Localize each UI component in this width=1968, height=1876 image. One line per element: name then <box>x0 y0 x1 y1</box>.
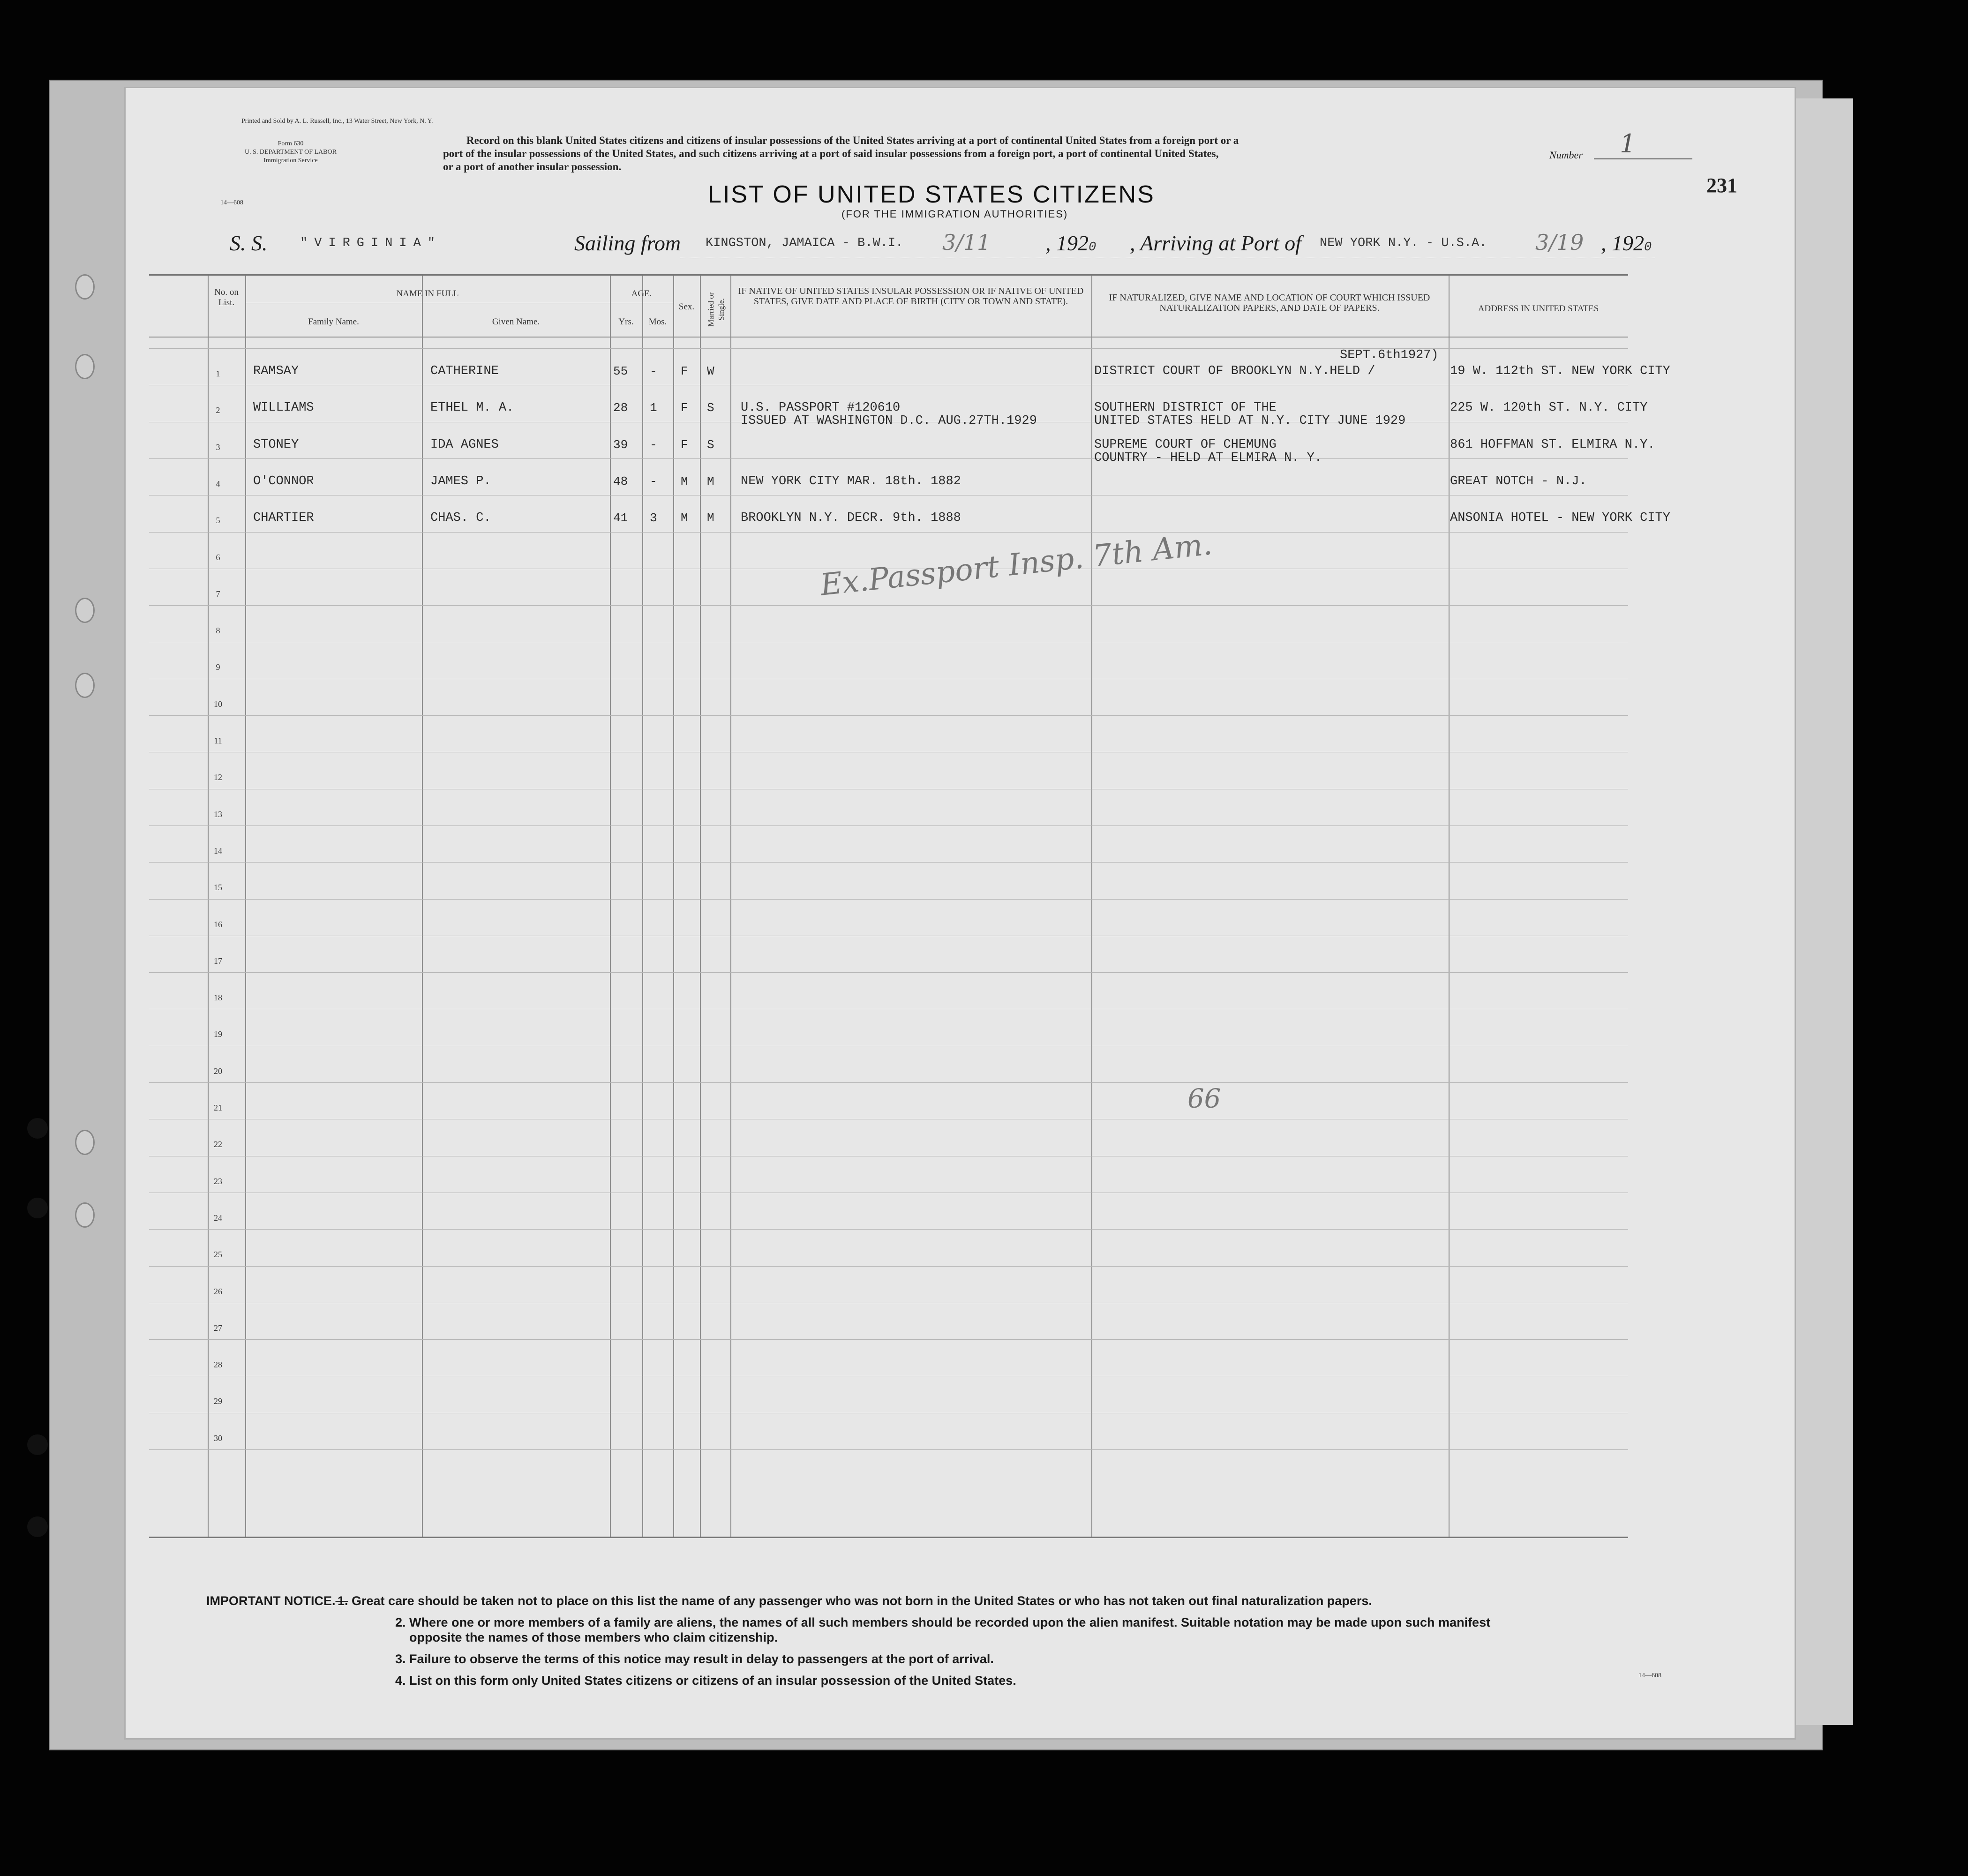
age-months: - <box>650 437 657 452</box>
row-number: 29 <box>214 1396 222 1406</box>
header-naturalized: IF NATURALIZED, GIVE NAME AND LOCATION OF COURT WHICH ISSUED NATURALIZATION PAPERS, AND DATE OF PAPERS. <box>1109 293 1430 313</box>
bottom-form-code: 14—608 <box>1638 1672 1661 1679</box>
row-number: 1 <box>216 369 220 378</box>
family-name: CHARTIER <box>253 511 314 525</box>
sex: F <box>681 401 688 415</box>
notice-item-2: 2. Where one or more members of a family are aliens, the names of all such members should be recorded upon the alien manifest. Suitable notation may be made upon such manifest <box>395 1615 1491 1629</box>
address: ANSONIA HOTEL - NEW YORK CITY <box>1450 511 1670 525</box>
row-number: 28 <box>214 1360 222 1370</box>
birth-info: U.S. PASSPORT #120610 <box>741 401 901 415</box>
given-name: ETHEL M. A. <box>430 401 514 415</box>
number-value: 1 <box>1620 129 1636 158</box>
row-number: 6 <box>216 552 220 562</box>
naturalization-info: DISTRICT COURT OF BROOKLYN N.Y.HELD / <box>1094 364 1375 378</box>
age-years: 41 <box>613 511 628 525</box>
printer-line: Printed and Sold by A. L. Russell, Inc., 13 Water Street, New York, N. Y. <box>241 118 433 125</box>
service-name: Immigration Service <box>263 157 318 164</box>
header-sex: Sex. <box>678 302 695 312</box>
naturalization-date-note: SEPT.6th1927) <box>1340 348 1439 362</box>
row-divider <box>149 605 1628 606</box>
row-divider <box>149 1229 1628 1230</box>
row-divider <box>149 825 1628 826</box>
header-given-name: Given Name. <box>492 317 540 327</box>
punch-hole <box>75 598 95 623</box>
naturalization-info-line-2: UNITED STATES HELD AT N.Y. CITY JUNE 1929 <box>1094 414 1406 428</box>
row-number: 18 <box>214 993 222 1003</box>
form-subtitle: (FOR THE IMMIGRATION AUTHORITIES) <box>841 208 1068 220</box>
punch-hole <box>75 673 95 698</box>
punch-hole <box>75 1130 95 1155</box>
given-name: CHAS. C. <box>430 511 491 525</box>
row-divider <box>149 1449 1628 1450</box>
header-native: IF NATIVE OF UNITED STATES INSULAR POSSESSION OR IF NATIVE OF UNITED STATES, GIVE DATE AND PLACE OF BIRTH (CITY OR TOWN AND STATE). <box>738 286 1084 307</box>
form-number: Form 630 <box>278 140 304 147</box>
family-name: WILLIAMS <box>253 401 314 415</box>
age-years: 48 <box>613 474 628 488</box>
row-number: 7 <box>216 589 220 599</box>
given-name: IDA AGNES <box>430 437 499 452</box>
notice-label: IMPORTANT NOTICE.— <box>206 1594 348 1608</box>
naturalization-info: SOUTHERN DISTRICT OF THE <box>1094 401 1277 415</box>
row-number: 26 <box>214 1286 222 1296</box>
arrival-date: 3/19 <box>1535 230 1584 255</box>
notice-item-2-continued: opposite the names of those members who claim citizenship. <box>409 1630 778 1644</box>
marital-status: W <box>707 364 714 378</box>
sailing-date: 3/11 <box>942 230 991 255</box>
row-divider <box>149 1082 1628 1083</box>
stamp-99: 99 <box>1187 1082 1221 1112</box>
record-instruction-2: port of the insular possessions of the United States, and such citizens arriving at a port of said insular possessions from a foreign port, a port of continental United States, <box>443 148 1219 159</box>
age-years: 28 <box>613 401 628 415</box>
address: 19 W. 112th ST. NEW YORK CITY <box>1450 364 1670 378</box>
given-name: CATHERINE <box>430 364 499 378</box>
sailing-port: KINGSTON, JAMAICA - B.W.I. <box>706 236 903 250</box>
header-yrs: Yrs. <box>618 317 634 327</box>
age-months: 3 <box>650 511 657 525</box>
age-months: - <box>650 364 657 378</box>
address: 861 HOFFMAN ST. ELMIRA N.Y. <box>1450 437 1655 452</box>
birth-info: BROOKLYN N.Y. DECR. 9th. 1888 <box>741 511 961 525</box>
given-name: JAMES P. <box>430 474 491 488</box>
sailing-year: , 1920 <box>1045 231 1097 255</box>
arrival-port: NEW YORK N.Y. - U.S.A. <box>1320 236 1487 250</box>
punch-hole <box>75 274 95 300</box>
row-divider <box>149 458 1628 459</box>
binder-hole <box>27 1434 48 1455</box>
page-stamp: 231 <box>1706 174 1737 197</box>
row-number: 20 <box>214 1066 222 1076</box>
sex: F <box>681 437 688 452</box>
notice-item-4: 4. List on this form only United States citizens or citizens of an insular possession of the United States. <box>395 1673 1016 1688</box>
sex: M <box>681 511 688 525</box>
marital-status: M <box>707 474 714 488</box>
row-number: 12 <box>214 773 222 782</box>
row-divider <box>149 532 1628 533</box>
row-number: 10 <box>214 699 222 709</box>
arrival-year: , 1920 <box>1601 231 1652 255</box>
row-number: 8 <box>216 626 220 636</box>
punch-hole <box>75 1202 95 1228</box>
address: 225 W. 120th ST. N.Y. CITY <box>1450 401 1648 415</box>
family-name: RAMSAY <box>253 364 299 378</box>
row-number: 21 <box>214 1103 222 1112</box>
punch-hole <box>75 354 95 379</box>
row-number: 23 <box>214 1176 222 1186</box>
header-age: AGE. <box>631 289 652 299</box>
age-months: - <box>650 474 657 488</box>
number-line <box>1594 158 1692 159</box>
header-address: ADDRESS IN UNITED STATES <box>1478 304 1599 314</box>
header-no: No. on List. <box>214 287 239 308</box>
sailing-label: Sailing from <box>574 231 681 255</box>
family-name: O'CONNOR <box>253 474 314 488</box>
row-number: 13 <box>214 809 222 819</box>
header-family-name: Family Name. <box>308 317 359 327</box>
birth-info: NEW YORK CITY MAR. 18th. 1882 <box>741 474 961 488</box>
header-name: NAME IN FULL <box>396 289 459 299</box>
header-mos: Mos. <box>648 317 667 327</box>
family-name: STONEY <box>253 437 299 452</box>
row-divider <box>149 899 1628 900</box>
row-number: 11 <box>214 736 222 745</box>
header-married: Married or Single. <box>706 292 726 327</box>
age-months: 1 <box>650 401 657 415</box>
handwritten-inspection-note: Ex.Passport Insp. 7th Am. <box>819 527 1214 603</box>
binder-hole <box>27 1516 48 1537</box>
record-instruction-3: or a port of another insular possession. <box>443 161 622 173</box>
sex: F <box>681 364 688 378</box>
row-number: 15 <box>214 883 222 893</box>
row-divider <box>149 862 1628 863</box>
arriving-label: , Arriving at Port of <box>1130 231 1301 255</box>
marital-status: M <box>707 511 714 525</box>
row-number: 2 <box>216 405 220 415</box>
sex: M <box>681 474 688 488</box>
binder-hole <box>27 1118 48 1139</box>
row-number: 16 <box>214 919 222 929</box>
department-name: U. S. DEPARTMENT OF LABOR <box>245 149 337 156</box>
row-divider <box>149 1266 1628 1267</box>
age-years: 39 <box>613 437 628 452</box>
row-number: 25 <box>214 1250 222 1260</box>
form-title: LIST OF UNITED STATES CITIZENS <box>708 181 1155 208</box>
row-number: 14 <box>214 846 222 855</box>
marital-status: S <box>707 437 714 452</box>
row-number: 4 <box>216 479 220 488</box>
row-divider <box>149 972 1628 973</box>
row-number: 30 <box>214 1433 222 1443</box>
row-number: 22 <box>214 1140 222 1149</box>
row-number: 17 <box>214 956 222 966</box>
marital-status: S <box>707 401 714 415</box>
number-label: Number <box>1549 149 1583 161</box>
row-number: 3 <box>216 442 220 452</box>
row-number: 19 <box>214 1029 222 1039</box>
row-number: 24 <box>214 1213 222 1223</box>
naturalization-info: SUPREME COURT OF CHEMUNG <box>1094 437 1277 452</box>
ship-name: "VIRGINIA" <box>300 236 442 250</box>
citizens-table <box>149 274 1670 1538</box>
notice-item-1: 1. Great care should be taken not to place on this list the name of any passenger who was not born in the United States or who has not taken out final naturalization papers. <box>338 1594 1372 1608</box>
record-instruction-1: Record on this blank United States citizens and citizens of insular possessions of the United States arriving at a port of continental United States from a foreign port or a <box>466 135 1239 146</box>
birth-info-line-2: ISSUED AT WASHINGTON D.C. AUG.27TH.1929 <box>741 414 1037 428</box>
ss-label: S. S. <box>230 231 268 255</box>
age-years: 55 <box>613 364 628 378</box>
address: GREAT NOTCH - N.J. <box>1450 474 1587 488</box>
row-number: 5 <box>216 516 220 525</box>
row-divider <box>149 1339 1628 1340</box>
row-divider <box>149 715 1628 716</box>
naturalization-info-line-2: COUNTRY - HELD AT ELMIRA N. Y. <box>1094 450 1322 465</box>
row-number: 9 <box>216 662 220 672</box>
binder-hole <box>27 1198 48 1218</box>
notice-item-3: 3. Failure to observe the terms of this notice may result in delay to passengers at the port of arrival. <box>395 1652 994 1666</box>
form-code: 14—608 <box>220 199 243 206</box>
row-number: 27 <box>214 1323 222 1333</box>
